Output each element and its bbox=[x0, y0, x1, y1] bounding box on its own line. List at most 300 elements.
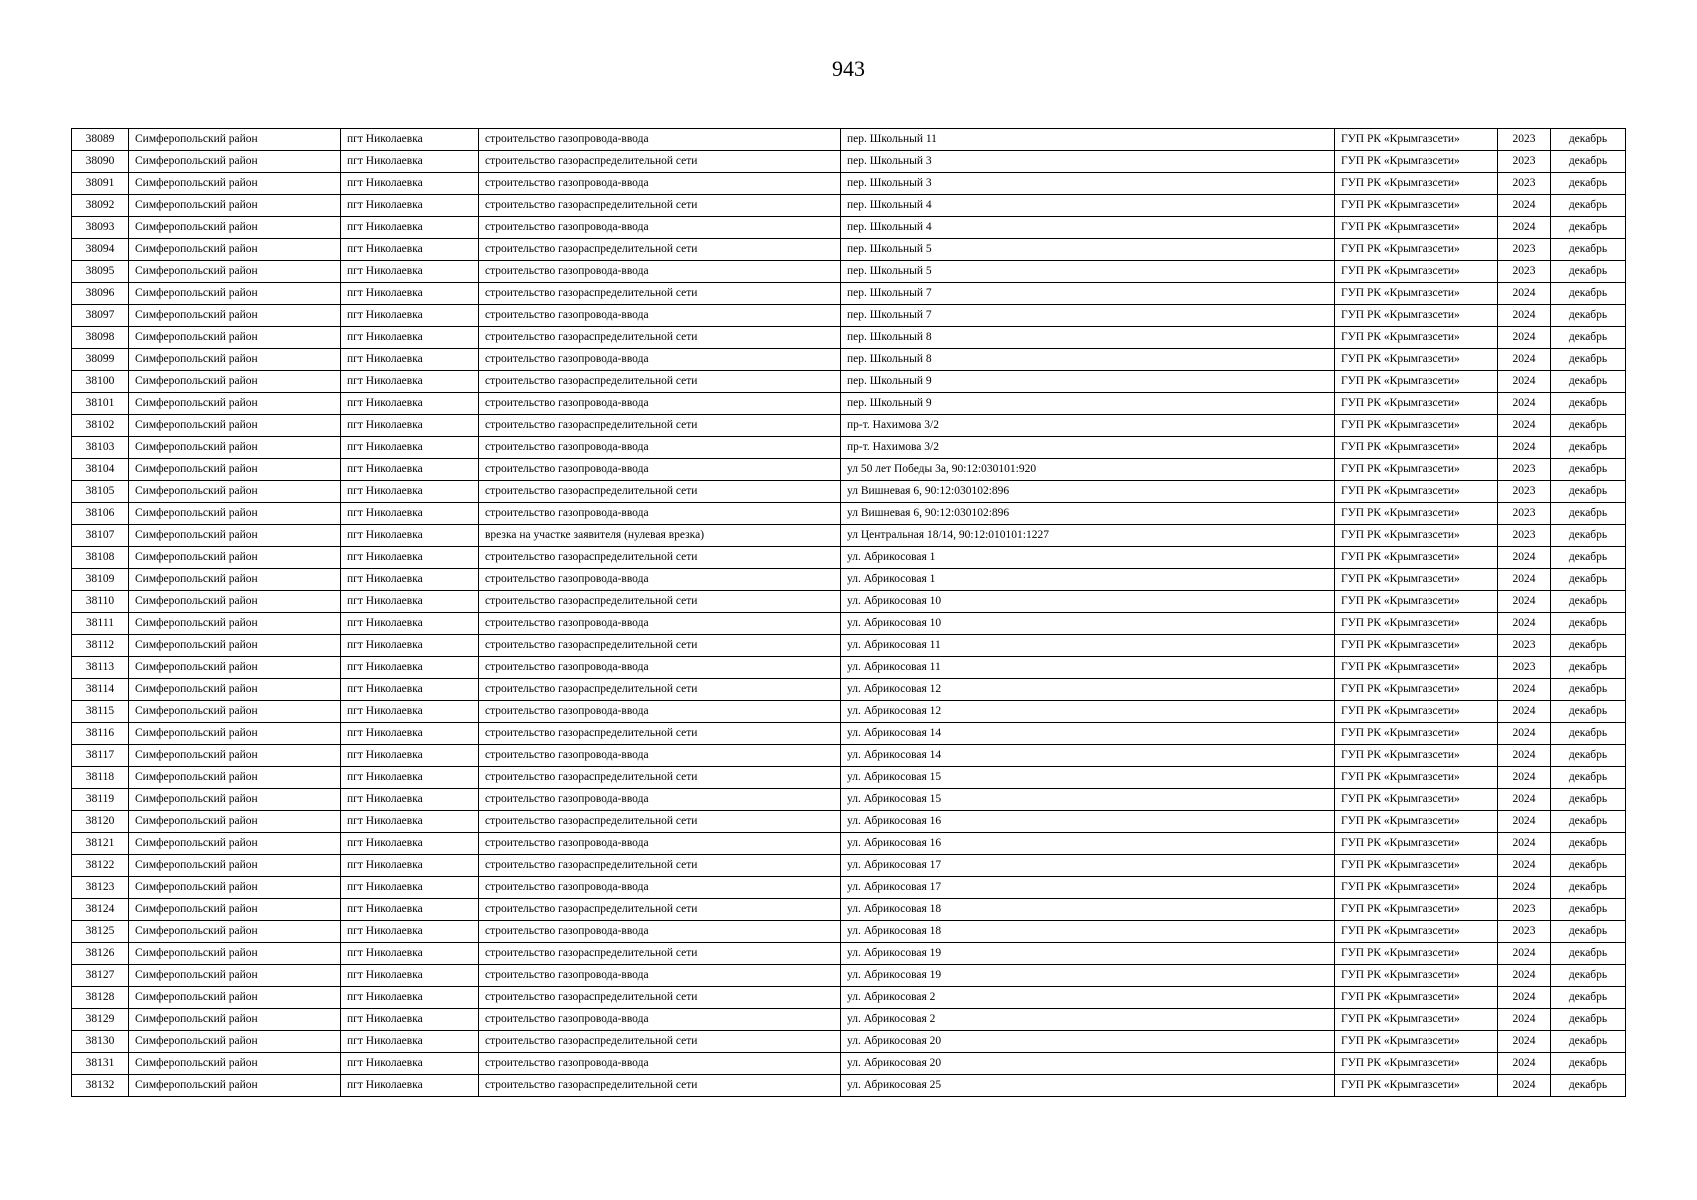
address-cell: ул. Абрикосовая 14 bbox=[841, 745, 1335, 767]
table-row bbox=[72, 569, 1626, 591]
table-row bbox=[72, 613, 1626, 635]
work-type-cell: строительство газораспределительной сети bbox=[479, 591, 841, 613]
year-cell: 2024 bbox=[1498, 327, 1551, 349]
organization-cell: ГУП РК «Крымгазсети» bbox=[1335, 921, 1498, 943]
settlement-cell: пгт Николаевка bbox=[341, 635, 479, 657]
settlement-cell: пгт Николаевка bbox=[341, 217, 479, 239]
address-cell: ул. Абрикосовая 10 bbox=[841, 613, 1335, 635]
organization-cell: ГУП РК «Крымгазсети» bbox=[1335, 943, 1498, 965]
settlement-cell: пгт Николаевка bbox=[341, 899, 479, 921]
row-number-cell: 38115 bbox=[72, 701, 129, 723]
organization-cell: ГУП РК «Крымгазсети» bbox=[1335, 415, 1498, 437]
month-cell: декабрь bbox=[1551, 415, 1626, 437]
row-number-cell: 38101 bbox=[72, 393, 129, 415]
row-number-cell: 38106 bbox=[72, 503, 129, 525]
year-cell: 2024 bbox=[1498, 767, 1551, 789]
row-number-cell: 38132 bbox=[72, 1075, 129, 1097]
year-cell: 2023 bbox=[1498, 151, 1551, 173]
organization-cell: ГУП РК «Крымгазсети» bbox=[1335, 855, 1498, 877]
district-cell: Симферопольский район bbox=[129, 393, 341, 415]
district-cell: Симферопольский район bbox=[129, 987, 341, 1009]
month-cell: декабрь bbox=[1551, 393, 1626, 415]
work-type-cell: строительство газораспределительной сети bbox=[479, 283, 841, 305]
work-type-cell: строительство газопровода-ввода bbox=[479, 261, 841, 283]
work-type-cell: строительство газопровода-ввода bbox=[479, 657, 841, 679]
organization-cell: ГУП РК «Крымгазсети» bbox=[1335, 195, 1498, 217]
work-type-cell: строительство газораспределительной сети bbox=[479, 151, 841, 173]
row-number-cell: 38131 bbox=[72, 1053, 129, 1075]
table-row bbox=[72, 393, 1626, 415]
year-cell: 2024 bbox=[1498, 569, 1551, 591]
district-cell: Симферопольский район bbox=[129, 1075, 341, 1097]
year-cell: 2024 bbox=[1498, 679, 1551, 701]
table-row bbox=[72, 239, 1626, 261]
settlement-cell: пгт Николаевка bbox=[341, 261, 479, 283]
table-row bbox=[72, 745, 1626, 767]
table-row bbox=[72, 855, 1626, 877]
district-cell: Симферопольский район bbox=[129, 921, 341, 943]
row-number-cell: 38118 bbox=[72, 767, 129, 789]
organization-cell: ГУП РК «Крымгазсети» bbox=[1335, 877, 1498, 899]
settlement-cell: пгт Николаевка bbox=[341, 547, 479, 569]
year-cell: 2024 bbox=[1498, 591, 1551, 613]
district-cell: Симферопольский район bbox=[129, 767, 341, 789]
address-cell: пер. Школьный 5 bbox=[841, 261, 1335, 283]
row-number-cell: 38109 bbox=[72, 569, 129, 591]
district-cell: Симферопольский район bbox=[129, 195, 341, 217]
district-cell: Симферопольский район bbox=[129, 525, 341, 547]
settlement-cell: пгт Николаевка bbox=[341, 965, 479, 987]
address-cell: пер. Школьный 9 bbox=[841, 393, 1335, 415]
year-cell: 2024 bbox=[1498, 217, 1551, 239]
organization-cell: ГУП РК «Крымгазсети» bbox=[1335, 987, 1498, 1009]
address-cell: ул. Абрикосовая 1 bbox=[841, 547, 1335, 569]
row-number-cell: 38121 bbox=[72, 833, 129, 855]
month-cell: декабрь bbox=[1551, 1031, 1626, 1053]
address-cell: пер. Школьный 4 bbox=[841, 195, 1335, 217]
month-cell: декабрь bbox=[1551, 657, 1626, 679]
row-number-cell: 38105 bbox=[72, 481, 129, 503]
work-type-cell: строительство газопровода-ввода bbox=[479, 789, 841, 811]
year-cell: 2024 bbox=[1498, 965, 1551, 987]
district-cell: Симферопольский район bbox=[129, 833, 341, 855]
month-cell: декабрь bbox=[1551, 1009, 1626, 1031]
organization-cell: ГУП РК «Крымгазсети» bbox=[1335, 635, 1498, 657]
year-cell: 2024 bbox=[1498, 811, 1551, 833]
address-cell: ул. Абрикосовая 15 bbox=[841, 789, 1335, 811]
month-cell: декабрь bbox=[1551, 789, 1626, 811]
organization-cell: ГУП РК «Крымгазсети» bbox=[1335, 1053, 1498, 1075]
organization-cell: ГУП РК «Крымгазсети» bbox=[1335, 811, 1498, 833]
address-cell: ул. Абрикосовая 15 bbox=[841, 767, 1335, 789]
settlement-cell: пгт Николаевка bbox=[341, 943, 479, 965]
work-type-cell: строительство газопровода-ввода bbox=[479, 877, 841, 899]
work-type-cell: строительство газораспределительной сети bbox=[479, 635, 841, 657]
year-cell: 2023 bbox=[1498, 239, 1551, 261]
address-cell: пер. Школьный 8 bbox=[841, 327, 1335, 349]
year-cell: 2024 bbox=[1498, 987, 1551, 1009]
month-cell: декабрь bbox=[1551, 151, 1626, 173]
district-cell: Симферопольский район bbox=[129, 745, 341, 767]
year-cell: 2024 bbox=[1498, 283, 1551, 305]
row-number-cell: 38092 bbox=[72, 195, 129, 217]
settlement-cell: пгт Николаевка bbox=[341, 173, 479, 195]
address-cell: ул. Абрикосовая 1 bbox=[841, 569, 1335, 591]
table-row bbox=[72, 921, 1626, 943]
year-cell: 2023 bbox=[1498, 657, 1551, 679]
row-number-cell: 38103 bbox=[72, 437, 129, 459]
district-cell: Симферопольский район bbox=[129, 327, 341, 349]
table-row bbox=[72, 1009, 1626, 1031]
district-cell: Симферопольский район bbox=[129, 415, 341, 437]
work-type-cell: строительство газораспределительной сети bbox=[479, 239, 841, 261]
district-cell: Симферопольский район bbox=[129, 657, 341, 679]
table-row bbox=[72, 833, 1626, 855]
work-type-cell: строительство газопровода-ввода bbox=[479, 569, 841, 591]
month-cell: декабрь bbox=[1551, 305, 1626, 327]
district-cell: Симферопольский район bbox=[129, 481, 341, 503]
address-cell: ул. Абрикосовая 19 bbox=[841, 943, 1335, 965]
year-cell: 2023 bbox=[1498, 921, 1551, 943]
row-number-cell: 38111 bbox=[72, 613, 129, 635]
district-cell: Симферопольский район bbox=[129, 635, 341, 657]
organization-cell: ГУП РК «Крымгазсети» bbox=[1335, 129, 1498, 151]
settlement-cell: пгт Николаевка bbox=[341, 481, 479, 503]
district-cell: Симферопольский район bbox=[129, 811, 341, 833]
address-cell: пер. Школьный 3 bbox=[841, 151, 1335, 173]
month-cell: декабрь bbox=[1551, 833, 1626, 855]
address-cell: пер. Школьный 5 bbox=[841, 239, 1335, 261]
year-cell: 2024 bbox=[1498, 195, 1551, 217]
district-cell: Симферопольский район bbox=[129, 877, 341, 899]
work-type-cell: врезка на участке заявителя (нулевая врезка) bbox=[479, 525, 841, 547]
month-cell: декабрь bbox=[1551, 767, 1626, 789]
work-type-cell: строительство газопровода-ввода bbox=[479, 1053, 841, 1075]
address-cell: пер. Школьный 7 bbox=[841, 283, 1335, 305]
organization-cell: ГУП РК «Крымгазсети» bbox=[1335, 327, 1498, 349]
address-cell: пр-т. Нахимова 3/2 bbox=[841, 437, 1335, 459]
organization-cell: ГУП РК «Крымгазсети» bbox=[1335, 305, 1498, 327]
organization-cell: ГУП РК «Крымгазсети» bbox=[1335, 657, 1498, 679]
address-cell: ул. Абрикосовая 17 bbox=[841, 877, 1335, 899]
table-row bbox=[72, 635, 1626, 657]
organization-cell: ГУП РК «Крымгазсети» bbox=[1335, 437, 1498, 459]
table-row bbox=[72, 1031, 1626, 1053]
district-cell: Симферопольский район bbox=[129, 283, 341, 305]
month-cell: декабрь bbox=[1551, 965, 1626, 987]
row-number-cell: 38102 bbox=[72, 415, 129, 437]
address-cell: пер. Школьный 3 bbox=[841, 173, 1335, 195]
settlement-cell: пгт Николаевка bbox=[341, 283, 479, 305]
organization-cell: ГУП РК «Крымгазсети» bbox=[1335, 789, 1498, 811]
settlement-cell: пгт Николаевка bbox=[341, 151, 479, 173]
year-cell: 2023 bbox=[1498, 173, 1551, 195]
year-cell: 2024 bbox=[1498, 789, 1551, 811]
table-body bbox=[72, 129, 1626, 1097]
district-cell: Симферопольский район bbox=[129, 613, 341, 635]
month-cell: декабрь bbox=[1551, 921, 1626, 943]
year-cell: 2024 bbox=[1498, 1031, 1551, 1053]
table-row bbox=[72, 547, 1626, 569]
month-cell: декабрь bbox=[1551, 173, 1626, 195]
organization-cell: ГУП РК «Крымгазсети» bbox=[1335, 459, 1498, 481]
year-cell: 2024 bbox=[1498, 415, 1551, 437]
address-cell: пер. Школьный 11 bbox=[841, 129, 1335, 151]
organization-cell: ГУП РК «Крымгазсети» bbox=[1335, 679, 1498, 701]
row-number-cell: 38130 bbox=[72, 1031, 129, 1053]
year-cell: 2023 bbox=[1498, 635, 1551, 657]
address-cell: ул. Абрикосовая 18 bbox=[841, 899, 1335, 921]
district-cell: Симферопольский район bbox=[129, 1031, 341, 1053]
district-cell: Симферопольский район bbox=[129, 899, 341, 921]
district-cell: Симферопольский район bbox=[129, 723, 341, 745]
settlement-cell: пгт Николаевка bbox=[341, 657, 479, 679]
work-type-cell: строительство газораспределительной сети bbox=[479, 987, 841, 1009]
year-cell: 2023 bbox=[1498, 481, 1551, 503]
row-number-cell: 38114 bbox=[72, 679, 129, 701]
settlement-cell: пгт Николаевка bbox=[341, 833, 479, 855]
work-type-cell: строительство газопровода-ввода bbox=[479, 349, 841, 371]
row-number-cell: 38128 bbox=[72, 987, 129, 1009]
year-cell: 2024 bbox=[1498, 547, 1551, 569]
row-number-cell: 38097 bbox=[72, 305, 129, 327]
work-type-cell: строительство газопровода-ввода bbox=[479, 921, 841, 943]
address-cell: пер. Школьный 4 bbox=[841, 217, 1335, 239]
organization-cell: ГУП РК «Крымгазсети» bbox=[1335, 723, 1498, 745]
organization-cell: ГУП РК «Крымгазсети» bbox=[1335, 591, 1498, 613]
address-cell: ул. Абрикосовая 11 bbox=[841, 635, 1335, 657]
district-cell: Симферопольский район bbox=[129, 1053, 341, 1075]
settlement-cell: пгт Николаевка bbox=[341, 591, 479, 613]
organization-cell: ГУП РК «Крымгазсети» bbox=[1335, 371, 1498, 393]
organization-cell: ГУП РК «Крымгазсети» bbox=[1335, 833, 1498, 855]
row-number-cell: 38112 bbox=[72, 635, 129, 657]
table-row bbox=[72, 1075, 1626, 1097]
work-type-cell: строительство газопровода-ввода bbox=[479, 613, 841, 635]
month-cell: декабрь bbox=[1551, 525, 1626, 547]
row-number-cell: 38122 bbox=[72, 855, 129, 877]
work-type-cell: строительство газораспределительной сети bbox=[479, 811, 841, 833]
district-cell: Симферопольский район bbox=[129, 503, 341, 525]
year-cell: 2024 bbox=[1498, 833, 1551, 855]
month-cell: декабрь bbox=[1551, 943, 1626, 965]
table-row bbox=[72, 987, 1626, 1009]
table-row bbox=[72, 767, 1626, 789]
work-type-cell: строительство газопровода-ввода bbox=[479, 833, 841, 855]
row-number-cell: 38090 bbox=[72, 151, 129, 173]
settlement-cell: пгт Николаевка bbox=[341, 503, 479, 525]
month-cell: декабрь bbox=[1551, 195, 1626, 217]
organization-cell: ГУП РК «Крымгазсети» bbox=[1335, 965, 1498, 987]
organization-cell: ГУП РК «Крымгазсети» bbox=[1335, 283, 1498, 305]
organization-cell: ГУП РК «Крымгазсети» bbox=[1335, 899, 1498, 921]
table-row bbox=[72, 327, 1626, 349]
year-cell: 2023 bbox=[1498, 503, 1551, 525]
settlement-cell: пгт Николаевка bbox=[341, 679, 479, 701]
district-cell: Симферопольский район bbox=[129, 569, 341, 591]
year-cell: 2024 bbox=[1498, 1009, 1551, 1031]
row-number-cell: 38089 bbox=[72, 129, 129, 151]
table-row bbox=[72, 1053, 1626, 1075]
table-row bbox=[72, 459, 1626, 481]
address-cell: пер. Школьный 8 bbox=[841, 349, 1335, 371]
year-cell: 2023 bbox=[1498, 459, 1551, 481]
address-cell: ул 50 лет Победы 3а, 90:12:030101:920 bbox=[841, 459, 1335, 481]
row-number-cell: 38113 bbox=[72, 657, 129, 679]
work-type-cell: строительство газораспределительной сети bbox=[479, 899, 841, 921]
organization-cell: ГУП РК «Крымгазсети» bbox=[1335, 503, 1498, 525]
district-cell: Симферопольский район bbox=[129, 943, 341, 965]
organization-cell: ГУП РК «Крымгазсети» bbox=[1335, 217, 1498, 239]
table-row bbox=[72, 217, 1626, 239]
row-number-cell: 38125 bbox=[72, 921, 129, 943]
row-number-cell: 38108 bbox=[72, 547, 129, 569]
work-type-cell: строительство газораспределительной сети bbox=[479, 855, 841, 877]
row-number-cell: 38107 bbox=[72, 525, 129, 547]
year-cell: 2024 bbox=[1498, 393, 1551, 415]
year-cell: 2024 bbox=[1498, 877, 1551, 899]
month-cell: декабрь bbox=[1551, 591, 1626, 613]
settlement-cell: пгт Николаевка bbox=[341, 349, 479, 371]
settlement-cell: пгт Николаевка bbox=[341, 613, 479, 635]
table-row bbox=[72, 305, 1626, 327]
table-row bbox=[72, 657, 1626, 679]
organization-cell: ГУП РК «Крымгазсети» bbox=[1335, 481, 1498, 503]
month-cell: декабрь bbox=[1551, 217, 1626, 239]
address-cell: ул. Абрикосовая 2 bbox=[841, 987, 1335, 1009]
table-row bbox=[72, 261, 1626, 283]
work-type-cell: строительство газораспределительной сети bbox=[479, 1031, 841, 1053]
year-cell: 2023 bbox=[1498, 261, 1551, 283]
organization-cell: ГУП РК «Крымгазсети» bbox=[1335, 701, 1498, 723]
settlement-cell: пгт Николаевка bbox=[341, 789, 479, 811]
table-row bbox=[72, 415, 1626, 437]
district-cell: Симферопольский район bbox=[129, 129, 341, 151]
year-cell: 2024 bbox=[1498, 855, 1551, 877]
organization-cell: ГУП РК «Крымгазсети» bbox=[1335, 745, 1498, 767]
month-cell: декабрь bbox=[1551, 569, 1626, 591]
settlement-cell: пгт Николаевка bbox=[341, 569, 479, 591]
work-type-cell: строительство газопровода-ввода bbox=[479, 459, 841, 481]
settlement-cell: пгт Николаевка bbox=[341, 437, 479, 459]
work-type-cell: строительство газопровода-ввода bbox=[479, 217, 841, 239]
month-cell: декабрь bbox=[1551, 877, 1626, 899]
year-cell: 2024 bbox=[1498, 1053, 1551, 1075]
work-type-cell: строительство газораспределительной сети bbox=[479, 679, 841, 701]
organization-cell: ГУП РК «Крымгазсети» bbox=[1335, 613, 1498, 635]
table-row bbox=[72, 811, 1626, 833]
district-cell: Симферопольский район bbox=[129, 547, 341, 569]
work-type-cell: строительство газораспределительной сети bbox=[479, 943, 841, 965]
work-type-cell: строительство газопровода-ввода bbox=[479, 437, 841, 459]
district-cell: Симферопольский район bbox=[129, 217, 341, 239]
district-cell: Симферопольский район bbox=[129, 855, 341, 877]
month-cell: декабрь bbox=[1551, 261, 1626, 283]
row-number-cell: 38127 bbox=[72, 965, 129, 987]
year-cell: 2023 bbox=[1498, 525, 1551, 547]
address-cell: ул Вишневая 6, 90:12:030102:896 bbox=[841, 503, 1335, 525]
settlement-cell: пгт Николаевка bbox=[341, 525, 479, 547]
district-cell: Симферопольский район bbox=[129, 1009, 341, 1031]
work-type-cell: строительство газораспределительной сети bbox=[479, 195, 841, 217]
settlement-cell: пгт Николаевка bbox=[341, 459, 479, 481]
table-row bbox=[72, 965, 1626, 987]
month-cell: декабрь bbox=[1551, 723, 1626, 745]
work-type-cell: строительство газораспределительной сети bbox=[479, 1075, 841, 1097]
settlement-cell: пгт Николаевка bbox=[341, 701, 479, 723]
year-cell: 2024 bbox=[1498, 1075, 1551, 1097]
table-row bbox=[72, 943, 1626, 965]
settlement-cell: пгт Николаевка bbox=[341, 327, 479, 349]
address-cell: ул. Абрикосовая 11 bbox=[841, 657, 1335, 679]
year-cell: 2024 bbox=[1498, 943, 1551, 965]
row-number-cell: 38129 bbox=[72, 1009, 129, 1031]
work-type-cell: строительство газораспределительной сети bbox=[479, 723, 841, 745]
table-row bbox=[72, 481, 1626, 503]
address-cell: ул. Абрикосовая 14 bbox=[841, 723, 1335, 745]
month-cell: декабрь bbox=[1551, 349, 1626, 371]
row-number-cell: 38120 bbox=[72, 811, 129, 833]
address-cell: пер. Школьный 7 bbox=[841, 305, 1335, 327]
month-cell: декабрь bbox=[1551, 327, 1626, 349]
table-row bbox=[72, 503, 1626, 525]
table-row bbox=[72, 283, 1626, 305]
settlement-cell: пгт Николаевка bbox=[341, 811, 479, 833]
district-cell: Симферопольский район bbox=[129, 151, 341, 173]
work-type-cell: строительство газораспределительной сети bbox=[479, 481, 841, 503]
settlement-cell: пгт Николаевка bbox=[341, 921, 479, 943]
row-number-cell: 38123 bbox=[72, 877, 129, 899]
work-type-cell: строительство газораспределительной сети bbox=[479, 547, 841, 569]
month-cell: декабрь bbox=[1551, 987, 1626, 1009]
table-row bbox=[72, 877, 1626, 899]
organization-cell: ГУП РК «Крымгазсети» bbox=[1335, 767, 1498, 789]
year-cell: 2024 bbox=[1498, 371, 1551, 393]
organization-cell: ГУП РК «Крымгазсети» bbox=[1335, 1009, 1498, 1031]
table-row bbox=[72, 723, 1626, 745]
year-cell: 2024 bbox=[1498, 745, 1551, 767]
settlement-cell: пгт Николаевка bbox=[341, 767, 479, 789]
organization-cell: ГУП РК «Крымгазсети» bbox=[1335, 1031, 1498, 1053]
address-cell: ул. Абрикосовая 20 bbox=[841, 1053, 1335, 1075]
table-row bbox=[72, 679, 1626, 701]
organization-cell: ГУП РК «Крымгазсети» bbox=[1335, 393, 1498, 415]
month-cell: декабрь bbox=[1551, 503, 1626, 525]
month-cell: декабрь bbox=[1551, 855, 1626, 877]
month-cell: декабрь bbox=[1551, 1053, 1626, 1075]
settlement-cell: пгт Николаевка bbox=[341, 723, 479, 745]
table-row bbox=[72, 899, 1626, 921]
organization-cell: ГУП РК «Крымгазсети» bbox=[1335, 349, 1498, 371]
row-number-cell: 38099 bbox=[72, 349, 129, 371]
page-number: 943 bbox=[832, 56, 865, 81]
organization-cell: ГУП РК «Крымгазсети» bbox=[1335, 261, 1498, 283]
year-cell: 2023 bbox=[1498, 899, 1551, 921]
row-number-cell: 38104 bbox=[72, 459, 129, 481]
row-number-cell: 38100 bbox=[72, 371, 129, 393]
table-row bbox=[72, 349, 1626, 371]
address-cell: ул Вишневая 6, 90:12:030102:896 bbox=[841, 481, 1335, 503]
table-row bbox=[72, 173, 1626, 195]
settlement-cell: пгт Николаевка bbox=[341, 239, 479, 261]
address-cell: ул. Абрикосовая 19 bbox=[841, 965, 1335, 987]
address-cell: ул. Абрикосовая 20 bbox=[841, 1031, 1335, 1053]
settlement-cell: пгт Николаевка bbox=[341, 195, 479, 217]
settlement-cell: пгт Николаевка bbox=[341, 987, 479, 1009]
district-cell: Симферопольский район bbox=[129, 591, 341, 613]
district-cell: Симферопольский район bbox=[129, 371, 341, 393]
work-type-cell: строительство газопровода-ввода bbox=[479, 173, 841, 195]
